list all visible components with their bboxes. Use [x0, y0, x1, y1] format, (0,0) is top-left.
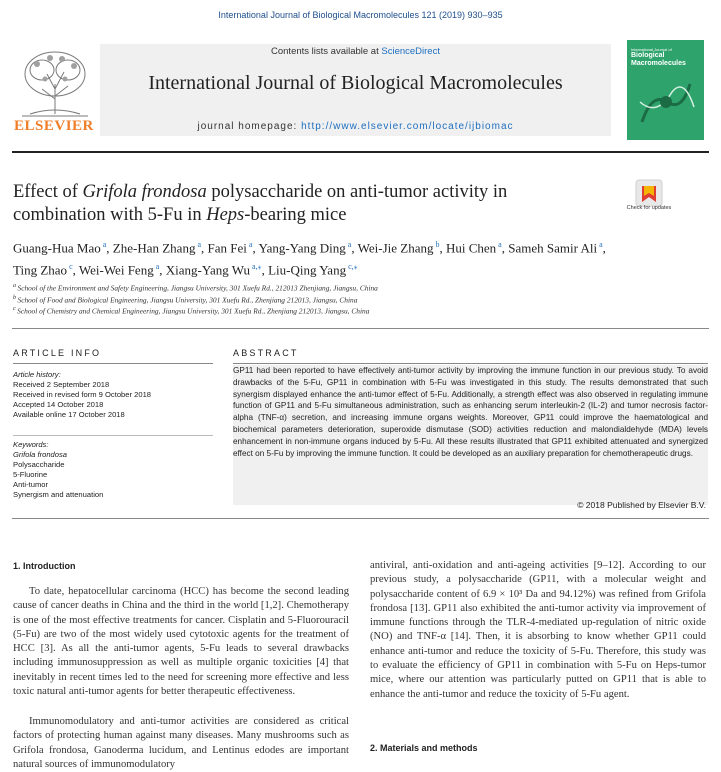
introduction-paragraph-1: To date, hepatocellular carcinoma (HCC) has become the second leading cause of cancer deaths in China and the third in the world [1,2]. Chemotherapy is one of the most effective treatments for cancer. Cisplatin and 5-Fluorouracil (5-Fu) are two of the most widely used cytotoxic agents for the treatment of HCC [3]. As all the anti-tumor agents, 5-Fu leads to several drawbacks including immunosuppression as well as multiple organic toxicities [4] that inevitably in recent times led to the need for screening more effective and less toxic natural anti-tumor agents for better therapeutic effectiveness.: [13, 586, 349, 698]
header-rule: [12, 151, 709, 153]
paper-title: Effect of Grifola frondosa polysaccharide on anti-tumor activity in combination with 5-Fu in Heps-bearing mice: [13, 182, 508, 225]
author-affiliation-marker[interactable]: b: [433, 240, 440, 249]
section-rule: [12, 328, 709, 329]
introduction-paragraph-2: Immunomodulatory and anti-tumor activities are considered as critical factors of protecting human against many diseases. Many mushrooms such as Grifola frondosa, Ganoderma lucidum, and Lentinus edodes are important natural sources of immunomodulatory: [13, 716, 349, 770]
keyword[interactable]: 5-Fluorine: [13, 470, 48, 479]
journal-citation[interactable]: International Journal of Biological Macromolecules 121 (2019) 930–935: [218, 10, 503, 20]
affiliation: [13, 306, 369, 315]
history-online: Available online 17 October 2018: [13, 410, 125, 419]
author-list: Guang-Hua Mao $^a$, Zhe-Han Zhang $^a$, Fan Fei $^a$, Yang-Yang Ding $^a$, Wei-Jie Zhang $^b$, Hui Chen $^a$, Sameh Samir Ali $^a$, Ting Zhao $^c$, Wei-Wei Feng $^a$, Xiang-Yang Wu $^{a,⁎}$, Liu-Qing Yang $^{c,⁎}$: [13, 240, 606, 278]
contents-line: Contents lists available at ScienceDirect: [271, 46, 440, 57]
author-name[interactable]: Hui Chen: [445, 240, 497, 256]
body-rule: [12, 518, 709, 519]
affiliation-label: b: [13, 295, 18, 301]
copyright-notice: © 2018 Published by Elsevier B.V.: [577, 500, 706, 510]
affiliation-text: School of Chemistry and Chemical Engineering, Jiangsu University, 301 Xuefu Rd., Zhenjiang 212013, Jiangsu, China: [17, 306, 370, 316]
author-name[interactable]: Ting Zhao: [13, 262, 68, 278]
author-name[interactable]: Fan Fei: [207, 240, 247, 256]
check-for-updates-label[interactable]: Check for updates: [626, 205, 672, 211]
author-name[interactable]: Liu-Qing Yang: [268, 262, 347, 278]
author-name[interactable]: Yang-Yang Ding: [258, 240, 346, 256]
keyword[interactable]: Polysaccharide: [13, 460, 65, 469]
author-affiliation-marker[interactable]: a: [345, 240, 352, 249]
history-revised: Received in revised form 9 October 2018: [13, 390, 152, 399]
author-name[interactable]: Wei-Wei Feng: [78, 262, 154, 278]
affiliation: [13, 295, 357, 304]
introduction-paragraph-3: antiviral, anti-oxidation and anti-ageing activities [9–12]. According to our previous study, a polysaccharide (GP11, with a molecular weight and polysaccharide content of 6.9 × 10³ Da and 94.12%) was refined from Grifola frondosa [13]. GP11 also exhibited the anti-tumor activity via improvement of immune functions through the TLR-4-mediated up-regulation of nitric oxide (NO) and TNF-α [14]. Then, it is absorbing to know whether GP11 could enhance anti-tumor and reduce the toxicity of 5-Fu. Therefore, this study was to evaluate the efficiency of GP11 in combination with 5-Fu on Heps-tumor mice, where our attention was particularly putted on GP11 that is able to enhance the anti-tumor and reduce the toxicity of 5-Fu agent.: [370, 560, 706, 700]
affiliation-text: School of Food and Biological Engineering, Jiangsu University, 301 Xuefu Rd., Zhenjiang 212013, Jiangsu, China: [17, 295, 358, 305]
author-affiliation-marker[interactable]: a: [100, 240, 107, 249]
history-received: Received 2 September 2018: [13, 380, 110, 389]
history-accepted: Accepted 14 October 2018: [13, 400, 104, 409]
info-separator: [13, 435, 213, 436]
affiliation-label: c: [13, 306, 18, 312]
article-info-heading: ARTICLE INFO: [13, 348, 102, 358]
sciencedirect-link[interactable]: ScienceDirect: [381, 46, 440, 57]
abstract-heading: ABSTRACT: [233, 348, 299, 358]
keyword[interactable]: Grifola frondosa: [13, 450, 68, 459]
author-affiliation-marker[interactable]: a,⁎: [250, 262, 262, 272]
homepage-link[interactable]: http://www.elsevier.com/locate/ijbiomac: [301, 121, 514, 132]
author-affiliation-marker[interactable]: a: [597, 240, 603, 249]
author-affiliation-marker[interactable]: c,⁎: [346, 262, 358, 272]
introduction-heading: 1. Introduction: [13, 561, 76, 571]
keyword[interactable]: Synergism and attenuation: [13, 490, 104, 499]
affiliation-text: School of the Environment and Safety Engineering, Jiangsu University, 301 Xuefu Rd., 212013 Zhenjiang, Jiangsu, China: [17, 283, 378, 293]
author-name[interactable]: Zhe-Han Zhang: [112, 240, 196, 256]
affiliation: [13, 283, 378, 292]
cover-illustration: [632, 72, 700, 134]
journal-title: International Journal of Biological Macromolecules: [148, 72, 563, 94]
info-rule: [13, 363, 213, 364]
abstract-text: GP11 had been reported to have effectively anti-tumor activity by improving the immune function in our previous study. To avoid drawbacks of the 5-Fu, GP11 in combination with 5-Fu was investigated in this study. The results demonstrated that such synergism displayed enhance the anti-tumor effect of 5-Fu. Additionally, a strength effect was also observed in regulating immune function of GP11 and 5-Fu simultaneous administration, such as enhancing serum interleukin-2 (IL-2) and tumor necrosis factor-alpha (TNF-α) secretion, and increasing immune organs weights. Moreover, GP11 could improve the haematological and biochemical parameters deterioration, superoxide dismutase (SOD) activities reduction and malondialdehyde (MDA) levels enhancement in non-immune organs induced by 5-Fu. All these results illustrated that GP11 exhibited attenuated and synergized effect on 5-Fu by improving the immune function. It could be developed as an auxiliary preparation for chemotherapeutic drugs.: [233, 366, 708, 458]
author-affiliation-marker[interactable]: a: [496, 240, 502, 249]
affiliation-label: a: [13, 283, 18, 289]
cover-title: International Journal of Biological Macromolecules: [631, 47, 686, 67]
publisher-logo-text: ELSEVIER: [14, 118, 94, 134]
author-affiliation-marker[interactable]: c: [67, 262, 73, 272]
author-affiliation-marker[interactable]: a: [246, 240, 253, 249]
keywords: Keywords: Grifola frondosa Polysaccharide 5-Fluorine Anti-tumor Synergism and attenuation: [13, 440, 223, 500]
abstract-rule: [233, 363, 708, 364]
author-name[interactable]: Wei-Jie Zhang: [357, 240, 434, 256]
methods-heading: 2. Materials and methods: [370, 743, 478, 753]
article-history: Article history: Received 2 September 2018 Received in revised form 9 October 2018 Accepted 14 October 2018 Available online 17 October 2018: [13, 370, 223, 420]
author-name[interactable]: Guang-Hua Mao: [13, 240, 101, 256]
journal-homepage: journal homepage: http://www.elsevier.com/locate/ijbiomac: [197, 121, 514, 132]
author-affiliation-marker[interactable]: a: [153, 262, 160, 272]
keyword[interactable]: Anti-tumor: [13, 480, 49, 489]
author-name[interactable]: Sameh Samir Ali: [508, 240, 598, 256]
author-affiliation-marker[interactable]: a: [195, 240, 202, 249]
check-for-updates-icon[interactable]: [628, 178, 670, 218]
author-name[interactable]: Xiang-Yang Wu: [165, 262, 250, 278]
